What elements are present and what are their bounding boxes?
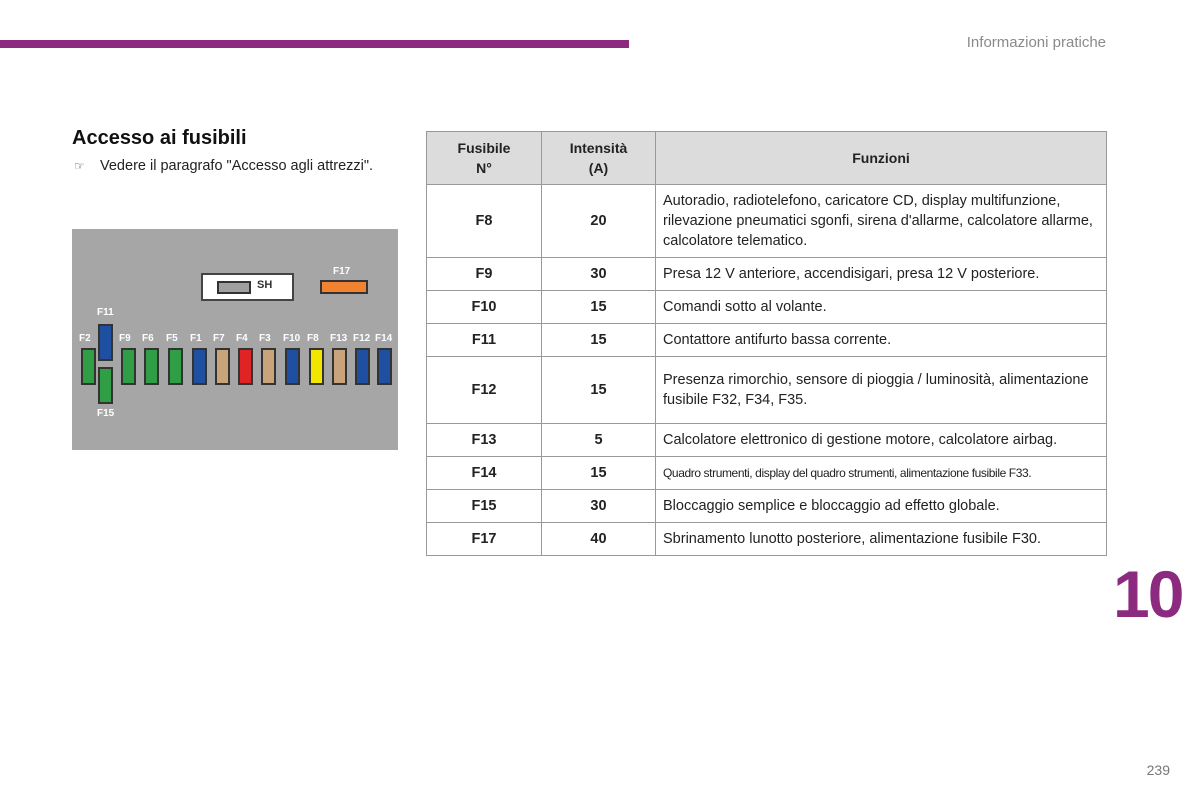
cell-fuse: F17 xyxy=(427,523,542,556)
cell-amps: 40 xyxy=(542,523,656,556)
cell-fuse: F13 xyxy=(427,424,542,457)
fuse-label-f7: F7 xyxy=(213,333,225,344)
fuse-f6 xyxy=(144,348,159,385)
fuse-f15 xyxy=(98,367,113,404)
cell-fuse: F15 xyxy=(427,490,542,523)
top-accent-bar xyxy=(0,40,629,48)
cell-fuse: F8 xyxy=(427,185,542,258)
fuse-label-f9: F9 xyxy=(119,333,131,344)
fuse-label-f15: F15 xyxy=(97,408,115,419)
fuse-label-f6: F6 xyxy=(142,333,154,344)
cell-fuse: F9 xyxy=(427,258,542,291)
fuse-f9 xyxy=(121,348,136,385)
fuse-f17 xyxy=(320,280,368,294)
fuse-label-f14: F14 xyxy=(375,333,393,344)
section-title: Accesso ai fusibili xyxy=(72,127,247,149)
fuse-f14 xyxy=(377,348,392,385)
cell-amps: 20 xyxy=(542,185,656,258)
cell-functions: Presenza rimorchio, sensore di pioggia / luminosità, alimentazione fusibile F32, F34, F35. xyxy=(656,357,1107,424)
table-header-row xyxy=(427,132,1107,185)
table-row xyxy=(427,424,1107,457)
cell-amps: 30 xyxy=(542,258,656,291)
cell-amps: 5 xyxy=(542,424,656,457)
chapter-number: 10 xyxy=(1113,557,1183,631)
table-row xyxy=(427,457,1107,490)
cell-functions: Presa 12 V anteriore, accendisigari, presa 12 V posteriore. xyxy=(656,258,1107,291)
fuse-f13 xyxy=(332,348,347,385)
fuse-f1 xyxy=(192,348,207,385)
table-row xyxy=(427,291,1107,324)
shunt-label: SH xyxy=(257,279,273,291)
fuse-label-f10: F10 xyxy=(283,333,301,344)
page-number: 239 xyxy=(1146,762,1170,778)
pointer-arrow-icon: ☞ xyxy=(74,159,85,173)
cell-functions: Sbrinamento lunotto posteriore, alimentazione fusibile F30. xyxy=(656,523,1107,556)
table-row xyxy=(427,490,1107,523)
instruction xyxy=(74,158,373,174)
fuse-label-f3: F3 xyxy=(259,333,271,344)
cell-amps: 15 xyxy=(542,457,656,490)
fuse-label-f13: F13 xyxy=(330,333,348,344)
instruction-text: Vedere il paragrafo "Accesso agli attrezzi". xyxy=(100,158,374,174)
cell-fuse: F11 xyxy=(427,324,542,357)
table-row xyxy=(427,324,1107,357)
table-row xyxy=(427,523,1107,556)
cell-fuse: F14 xyxy=(427,457,542,490)
table-row xyxy=(427,357,1107,424)
cell-fuse: F10 xyxy=(427,291,542,324)
section-header: Informazioni pratiche xyxy=(966,34,1106,51)
shunt xyxy=(201,273,294,301)
fuse-label-f5: F5 xyxy=(166,333,178,344)
fuse-box-diagram xyxy=(72,229,398,450)
cell-amps: 15 xyxy=(542,324,656,357)
cell-functions: Autoradio, radiotelefono, caricatore CD, display multifunzione, rilevazione pneumatici sgonfi, sirena d'allarme, calcolatore allarme, calcolatore telematico. xyxy=(656,185,1107,258)
fuse-label-f8: F8 xyxy=(307,333,319,344)
cell-amps: 15 xyxy=(542,291,656,324)
fuse-table xyxy=(426,131,1107,556)
cell-functions: Comandi sotto al volante. xyxy=(656,291,1107,324)
fuse-f3 xyxy=(261,348,276,385)
fuse-f7 xyxy=(215,348,230,385)
fuse-label-f4: F4 xyxy=(236,333,248,344)
table-row xyxy=(427,258,1107,291)
header-functions: Funzioni xyxy=(656,132,1107,185)
cell-amps: 30 xyxy=(542,490,656,523)
header-fuse: Fusibile N° xyxy=(427,132,542,185)
fuse-label-f2: F2 xyxy=(79,333,91,344)
cell-functions: Bloccaggio semplice e bloccaggio ad effetto globale. xyxy=(656,490,1107,523)
fuse-f12 xyxy=(355,348,370,385)
fuse-f4 xyxy=(238,348,253,385)
cell-functions: Contattore antifurto bassa corrente. xyxy=(656,324,1107,357)
cell-fuse: F12 xyxy=(427,357,542,424)
header-amps: Intensità (A) xyxy=(542,132,656,185)
shunt-chip xyxy=(217,281,251,294)
fuse-label-f1: F1 xyxy=(190,333,202,344)
fuse-label-f12: F12 xyxy=(353,333,371,344)
fuse-f10 xyxy=(285,348,300,385)
fuse-f2 xyxy=(81,348,96,385)
fuse-f8 xyxy=(309,348,324,385)
fuse-f11 xyxy=(98,324,113,361)
table-row xyxy=(427,185,1107,258)
cell-amps: 15 xyxy=(542,357,656,424)
fuse-label-f11: F11 xyxy=(97,307,114,318)
fuse-f5 xyxy=(168,348,183,385)
cell-functions: Quadro strumenti, display del quadro strumenti, alimentazione fusibile F33. xyxy=(656,457,1107,490)
cell-functions: Calcolatore elettronico di gestione motore, calcolatore airbag. xyxy=(656,424,1107,457)
fuse-label-f17: F17 xyxy=(333,266,351,277)
